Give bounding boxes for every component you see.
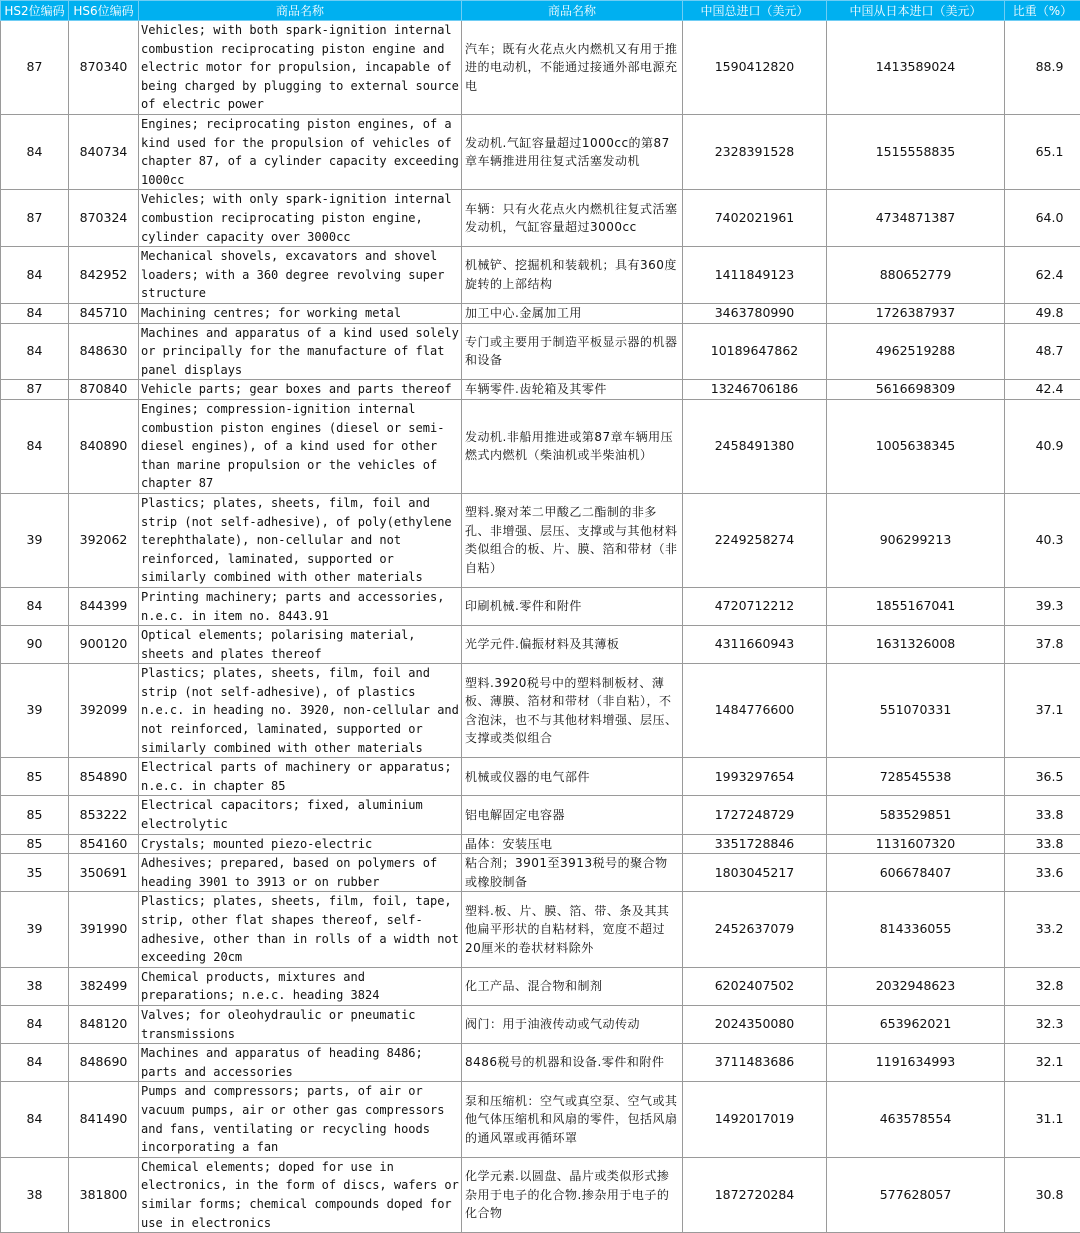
- cell-name-zh: 8486税号的机器和设备.零件和附件: [462, 1044, 683, 1082]
- cell-total-import: 3463780990: [683, 303, 827, 323]
- cell-japan-import: 1855167041: [827, 587, 1005, 625]
- cell-name-zh: 晶体：安装压电: [462, 834, 683, 854]
- cell-share: 39.3: [1005, 587, 1080, 625]
- cell-hs2: 87: [1, 21, 69, 115]
- header-japan-import: 中国从日本进口（美元）: [827, 1, 1005, 21]
- cell-hs6: 350691: [69, 854, 139, 892]
- cell-name-en: Machines and apparatus of a kind used solely or principally for the manufacture of flat panel displays: [139, 323, 462, 380]
- cell-name-en: Chemical elements; doped for use in electronics, in the form of discs, wafers or similar forms; chemical compounds doped for use in electronics: [139, 1157, 462, 1232]
- table-row: [1, 1082, 1080, 1157]
- cell-hs6: 845710: [69, 303, 139, 323]
- cell-name-zh: 机械或仪器的电气部件: [462, 758, 683, 796]
- header-name-zh: 商品名称: [462, 1, 683, 21]
- table-row: [1, 626, 1080, 664]
- cell-share: 40.3: [1005, 493, 1080, 587]
- table-row: [1, 834, 1080, 854]
- cell-name-zh: 印刷机械.零件和附件: [462, 587, 683, 625]
- cell-hs6: 848630: [69, 323, 139, 380]
- cell-name-zh: 机械铲、挖掘机和装载机；具有360度旋转的上部结构: [462, 247, 683, 304]
- table-row: [1, 664, 1080, 758]
- cell-japan-import: 728545538: [827, 758, 1005, 796]
- cell-japan-import: 880652779: [827, 247, 1005, 304]
- cell-total-import: 10189647862: [683, 323, 827, 380]
- cell-share: 33.6: [1005, 854, 1080, 892]
- cell-total-import: 1872720284: [683, 1157, 827, 1232]
- cell-name-en: Mechanical shovels, excavators and shovel loaders; with a 360 degree revolving super structure: [139, 247, 462, 304]
- cell-hs2: 84: [1, 1006, 69, 1044]
- cell-share: 37.1: [1005, 664, 1080, 758]
- cell-name-zh: 化工产品、混合物和制剂: [462, 967, 683, 1005]
- cell-japan-import: 551070331: [827, 664, 1005, 758]
- cell-name-en: Valves; for oleohydraulic or pneumatic transmissions: [139, 1006, 462, 1044]
- cell-japan-import: 906299213: [827, 493, 1005, 587]
- cell-share: 88.9: [1005, 21, 1080, 115]
- table-row: [1, 380, 1080, 400]
- cell-share: 40.9: [1005, 399, 1080, 493]
- cell-name-zh: 塑料.板、片、膜、箔、带、条及其其他扁平形状的自粘材料，宽度不超过20厘米的卷状材料除外: [462, 892, 683, 967]
- cell-hs6: 381800: [69, 1157, 139, 1232]
- cell-total-import: 1727248729: [683, 796, 827, 834]
- cell-total-import: 2452637079: [683, 892, 827, 967]
- cell-hs2: 39: [1, 664, 69, 758]
- table-row: [1, 323, 1080, 380]
- table-row: [1, 303, 1080, 323]
- cell-name-en: Engines; reciprocating piston engines, of a kind used for the propulsion of vehicles of chapter 87, of a cylinder capacity exceeding 1000cc: [139, 115, 462, 190]
- cell-japan-import: 583529851: [827, 796, 1005, 834]
- cell-name-zh: 粘合剂；3901至3913税号的聚合物或橡胶制备: [462, 854, 683, 892]
- table-row: [1, 399, 1080, 493]
- table-row: [1, 190, 1080, 247]
- cell-hs6: 854890: [69, 758, 139, 796]
- header-share: 比重（%）: [1005, 1, 1080, 21]
- table-row: [1, 892, 1080, 967]
- cell-hs6: 842952: [69, 247, 139, 304]
- cell-name-zh: 车辆零件.齿轮箱及其零件: [462, 380, 683, 400]
- cell-total-import: 4311660943: [683, 626, 827, 664]
- cell-name-en: Chemical products, mixtures and preparations; n.e.c. heading 3824: [139, 967, 462, 1005]
- cell-total-import: 1590412820: [683, 21, 827, 115]
- cell-name-zh: 发动机.气缸容量超过1000cc的第87章车辆推进用往复式活塞发动机: [462, 115, 683, 190]
- cell-name-zh: 泵和压缩机：空气或真空泵、空气或其他气体压缩机和风扇的零件，包括风扇的通风罩或再循环罩: [462, 1082, 683, 1157]
- header-hs6: HS6位编码: [69, 1, 139, 21]
- cell-name-en: Engines; compression-ignition internal combustion piston engines (diesel or semi-diesel engines), of a kind used for other than marine propulsion or the vehicles of chapter 87: [139, 399, 462, 493]
- cell-share: 37.8: [1005, 626, 1080, 664]
- cell-japan-import: 1005638345: [827, 399, 1005, 493]
- cell-hs6: 392099: [69, 664, 139, 758]
- table-row: [1, 493, 1080, 587]
- cell-hs2: 84: [1, 247, 69, 304]
- cell-total-import: 1484776600: [683, 664, 827, 758]
- cell-japan-import: 463578554: [827, 1082, 1005, 1157]
- cell-japan-import: 1515558835: [827, 115, 1005, 190]
- cell-name-en: Vehicles; with only spark-ignition internal combustion reciprocating piston engine, cylinder capacity over 3000cc: [139, 190, 462, 247]
- cell-japan-import: 1131607320: [827, 834, 1005, 854]
- cell-hs2: 85: [1, 758, 69, 796]
- cell-share: 32.1: [1005, 1044, 1080, 1082]
- header-total-import: 中国总进口（美元）: [683, 1, 827, 21]
- table-row: [1, 247, 1080, 304]
- header-hs2: HS2位编码: [1, 1, 69, 21]
- cell-name-zh: 阀门：用于油液传动或气动传动: [462, 1006, 683, 1044]
- cell-total-import: 1411849123: [683, 247, 827, 304]
- cell-name-en: Optical elements; polarising material, sheets and plates thereof: [139, 626, 462, 664]
- cell-hs2: 84: [1, 323, 69, 380]
- cell-japan-import: 1726387937: [827, 303, 1005, 323]
- table-row: [1, 115, 1080, 190]
- cell-name-en: Plastics; plates, sheets, film, foil and strip (not self-adhesive), of plastics n.e.c. in heading no. 3920, non-cellular and not reinforced, laminated, supported or similarly combined with other materials: [139, 664, 462, 758]
- cell-name-zh: 加工中心.金属加工用: [462, 303, 683, 323]
- cell-total-import: 2328391528: [683, 115, 827, 190]
- cell-name-zh: 塑料.3920税号中的塑料制板材、薄板、薄膜、箔材和带材（非自粘），不含泡沫，也不与其他材料增强、层压、支撑或类似组合: [462, 664, 683, 758]
- cell-total-import: 1993297654: [683, 758, 827, 796]
- cell-hs6: 840734: [69, 115, 139, 190]
- cell-hs2: 84: [1, 303, 69, 323]
- cell-name-en: Electrical capacitors; fixed, aluminium electrolytic: [139, 796, 462, 834]
- cell-hs6: 870324: [69, 190, 139, 247]
- cell-japan-import: 5616698309: [827, 380, 1005, 400]
- cell-name-en: Crystals; mounted piezo-electric: [139, 834, 462, 854]
- cell-share: 30.8: [1005, 1157, 1080, 1232]
- table-row: [1, 1157, 1080, 1232]
- cell-total-import: 1803045217: [683, 854, 827, 892]
- cell-japan-import: 1413589024: [827, 21, 1005, 115]
- cell-hs6: 870340: [69, 21, 139, 115]
- cell-hs6: 844399: [69, 587, 139, 625]
- cell-hs6: 848690: [69, 1044, 139, 1082]
- table-row: [1, 1044, 1080, 1082]
- cell-hs2: 84: [1, 1082, 69, 1157]
- table-row: [1, 587, 1080, 625]
- cell-hs2: 87: [1, 380, 69, 400]
- cell-hs2: 39: [1, 493, 69, 587]
- cell-name-en: Pumps and compressors; parts, of air or vacuum pumps, air or other gas compressors and fans, ventilating or recycling hoods incorporating a fan: [139, 1082, 462, 1157]
- cell-hs6: 854160: [69, 834, 139, 854]
- cell-share: 32.3: [1005, 1006, 1080, 1044]
- cell-japan-import: 4962519288: [827, 323, 1005, 380]
- cell-name-zh: 光学元件.偏振材料及其薄板: [462, 626, 683, 664]
- cell-name-zh: 汽车；既有火花点火内燃机又有用于推进的电动机，不能通过接通外部电源充电: [462, 21, 683, 115]
- cell-name-zh: 化学元素.以圆盘、晶片或类似形式掺杂用于电子的化合物.掺杂用于电子的化合物: [462, 1157, 683, 1232]
- cell-total-import: 6202407502: [683, 967, 827, 1005]
- table-row: [1, 967, 1080, 1005]
- cell-hs6: 848120: [69, 1006, 139, 1044]
- cell-name-en: Machining centres; for working metal: [139, 303, 462, 323]
- cell-japan-import: 2032948623: [827, 967, 1005, 1005]
- cell-share: 49.8: [1005, 303, 1080, 323]
- cell-name-zh: 车辆：只有火花点火内燃机往复式活塞发动机，气缸容量超过3000cc: [462, 190, 683, 247]
- cell-share: 33.2: [1005, 892, 1080, 967]
- cell-hs2: 84: [1, 115, 69, 190]
- cell-share: 62.4: [1005, 247, 1080, 304]
- cell-hs2: 39: [1, 892, 69, 967]
- cell-japan-import: 1191634993: [827, 1044, 1005, 1082]
- cell-total-import: 2249258274: [683, 493, 827, 587]
- cell-hs6: 870840: [69, 380, 139, 400]
- table-row: [1, 758, 1080, 796]
- cell-hs6: 391990: [69, 892, 139, 967]
- cell-japan-import: 606678407: [827, 854, 1005, 892]
- cell-hs6: 392062: [69, 493, 139, 587]
- cell-share: 32.8: [1005, 967, 1080, 1005]
- cell-hs2: 35: [1, 854, 69, 892]
- cell-total-import: 2024350080: [683, 1006, 827, 1044]
- table-row: [1, 1006, 1080, 1044]
- cell-share: 33.8: [1005, 834, 1080, 854]
- cell-hs6: 841490: [69, 1082, 139, 1157]
- cell-name-en: Plastics; plates, sheets, film, foil and strip (not self-adhesive), of poly(ethylene terephthalate), non-cellular and not reinforced, laminated, supported or similarly combined with other materials: [139, 493, 462, 587]
- cell-hs2: 85: [1, 834, 69, 854]
- cell-japan-import: 1631326008: [827, 626, 1005, 664]
- cell-hs6: 900120: [69, 626, 139, 664]
- cell-hs2: 84: [1, 1044, 69, 1082]
- cell-hs2: 85: [1, 796, 69, 834]
- cell-hs2: 84: [1, 399, 69, 493]
- cell-share: 42.4: [1005, 380, 1080, 400]
- table-body: [1, 21, 1080, 1233]
- cell-total-import: 4720712212: [683, 587, 827, 625]
- cell-hs2: 38: [1, 1157, 69, 1232]
- table-row: [1, 21, 1080, 115]
- cell-name-en: Adhesives; prepared, based on polymers of heading 3901 to 3913 or on rubber: [139, 854, 462, 892]
- cell-name-en: Plastics; plates, sheets, film, foil, tape, strip, other flat shapes thereof, self-adhesive, other than in rolls of a width not exceeding 20cm: [139, 892, 462, 967]
- cell-hs6: 840890: [69, 399, 139, 493]
- cell-share: 48.7: [1005, 323, 1080, 380]
- cell-share: 36.5: [1005, 758, 1080, 796]
- cell-japan-import: 653962021: [827, 1006, 1005, 1044]
- cell-japan-import: 4734871387: [827, 190, 1005, 247]
- cell-name-en: Vehicle parts; gear boxes and parts thereof: [139, 380, 462, 400]
- cell-hs2: 84: [1, 587, 69, 625]
- cell-share: 31.1: [1005, 1082, 1080, 1157]
- cell-total-import: 3711483686: [683, 1044, 827, 1082]
- cell-hs2: 90: [1, 626, 69, 664]
- cell-name-en: Printing machinery; parts and accessories, n.e.c. in item no. 8443.91: [139, 587, 462, 625]
- cell-name-en: Electrical parts of machinery or apparatus; n.e.c. in chapter 85: [139, 758, 462, 796]
- cell-name-zh: 专门或主要用于制造平板显示器的机器和设备: [462, 323, 683, 380]
- cell-name-zh: 铝电解固定电容器: [462, 796, 683, 834]
- cell-hs2: 38: [1, 967, 69, 1005]
- cell-name-zh: 发动机.非船用推进或第87章车辆用压燃式内燃机（柴油机或半柴油机）: [462, 399, 683, 493]
- cell-total-import: 2458491380: [683, 399, 827, 493]
- cell-total-import: 1492017019: [683, 1082, 827, 1157]
- table-row: [1, 854, 1080, 892]
- header-row: [1, 1, 1080, 21]
- cell-name-en: Vehicles; with both spark-ignition internal combustion reciprocating piston engine and electric motor for propulsion, incapable of being charged by plugging to external source of electric power: [139, 21, 462, 115]
- cell-japan-import: 577628057: [827, 1157, 1005, 1232]
- cell-share: 64.0: [1005, 190, 1080, 247]
- cell-total-import: 3351728846: [683, 834, 827, 854]
- cell-name-en: Machines and apparatus of heading 8486; parts and accessories: [139, 1044, 462, 1082]
- header-name-en: 商品名称: [139, 1, 462, 21]
- cell-name-zh: 塑料.聚对苯二甲酸乙二酯制的非多孔、非增强、层压、支撑或与其他材料类似组合的板、片、膜、箔和带材（非自粘）: [462, 493, 683, 587]
- cell-hs6: 382499: [69, 967, 139, 1005]
- cell-total-import: 13246706186: [683, 380, 827, 400]
- cell-total-import: 7402021961: [683, 190, 827, 247]
- cell-japan-import: 814336055: [827, 892, 1005, 967]
- cell-share: 33.8: [1005, 796, 1080, 834]
- cell-hs6: 853222: [69, 796, 139, 834]
- table-row: [1, 796, 1080, 834]
- cell-share: 65.1: [1005, 115, 1080, 190]
- cell-hs2: 87: [1, 190, 69, 247]
